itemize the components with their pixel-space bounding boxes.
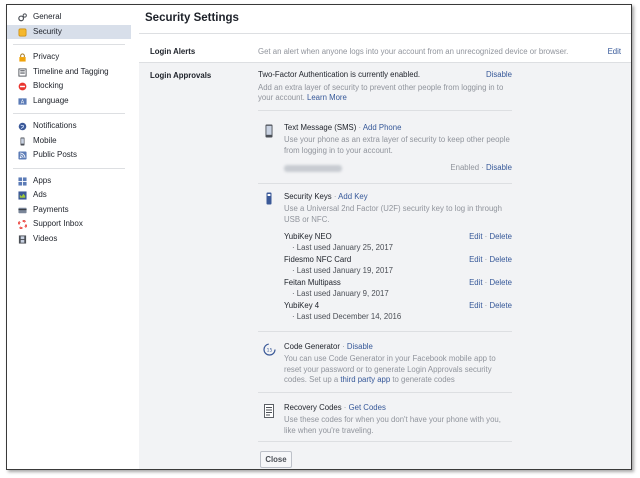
sidebar-item-label: Videos xyxy=(33,233,58,243)
third-party-app-link[interactable]: third party app xyxy=(340,375,391,384)
delete-key-link[interactable]: Delete xyxy=(489,255,512,264)
film-icon xyxy=(18,235,27,244)
sidebar-item-language[interactable] xyxy=(7,94,131,109)
login-alerts-description: Get an alert when anyone logs into your account from an unrecognized device or browser. xyxy=(258,47,569,56)
timeline-icon xyxy=(18,68,27,77)
edit-key-link[interactable]: Edit xyxy=(469,255,483,264)
separator-dot: · xyxy=(482,301,490,310)
gears-icon xyxy=(18,13,27,22)
phone-status: Enabled xyxy=(450,163,480,172)
language-icon xyxy=(18,97,27,106)
sidebar-item-label: Timeline and Tagging xyxy=(33,66,109,76)
code-generator-icon xyxy=(263,343,276,356)
sidebar-item-support-inbox[interactable] xyxy=(7,217,131,232)
separator-dot: · xyxy=(331,192,339,201)
get-codes-link[interactable]: Get Codes xyxy=(348,403,386,412)
sidebar-item-notifications[interactable] xyxy=(7,119,131,134)
close-button[interactable]: Close xyxy=(260,451,292,468)
sidebar-item-label: Ads xyxy=(33,190,47,199)
login-alerts-label: Login Alerts xyxy=(150,47,196,56)
code-generator-disable-link[interactable]: Disable xyxy=(346,342,373,351)
svg-text:15: 15 xyxy=(266,348,273,354)
sidebar-item-label: Public Posts xyxy=(33,150,78,159)
sidebar-item-label: Privacy xyxy=(33,52,60,61)
sidebar-divider xyxy=(13,44,125,45)
phone-disable-link[interactable]: Disable xyxy=(485,163,512,172)
lock-icon xyxy=(18,53,27,62)
blocking-icon xyxy=(18,82,27,91)
sms-section xyxy=(258,110,512,183)
code-generator-description-tail: to generate codes xyxy=(392,375,455,384)
sidebar-item-apps[interactable] xyxy=(7,174,131,189)
sidebar-item-label: Notifications xyxy=(33,121,77,130)
shield-icon xyxy=(18,28,27,37)
security-key-actions xyxy=(469,232,512,241)
code-generator-title-text: Code Generator xyxy=(284,342,340,351)
last-used-text: Last used January 25, 2017 xyxy=(296,243,393,252)
login-approvals-label: Login Approvals xyxy=(150,71,212,80)
edit-key-link[interactable]: Edit xyxy=(469,301,483,310)
security-key-name: YubiKey NEO xyxy=(284,232,332,241)
page-title: Security Settings xyxy=(145,12,239,24)
last-used-text: Last used January 9, 2017 xyxy=(296,289,389,298)
separator-dot: · xyxy=(341,403,349,412)
security-keys-description: Use a Universal 2nd Factor (U2F) security key to log in through USB or NFC. xyxy=(284,204,502,224)
sidebar-item-ads[interactable] xyxy=(7,188,131,203)
separator-dot: · xyxy=(482,278,490,287)
recovery-codes-description: Use these codes for when you don't have your phone with you, like when you're traveling. xyxy=(284,415,501,435)
security-key-name: Fidesmo NFC Card xyxy=(284,255,352,264)
sidebar-item-privacy[interactable] xyxy=(7,50,131,65)
recovery-codes-title-text: Recovery Codes xyxy=(284,403,342,412)
sidebar-item-label: Payments xyxy=(33,204,69,214)
sidebar-item-label: Blocking xyxy=(33,81,64,90)
sidebar-item-videos[interactable] xyxy=(7,232,131,247)
sidebar-item-label: Language xyxy=(33,95,69,105)
code-generator-description-text: You can use Code Generator in your Facebook mobile app to reset your password or to generate Login Approvals security codes. Set up a xyxy=(284,354,496,384)
sidebar-item-label: Support Inbox xyxy=(33,219,83,228)
sidebar-item-blocking[interactable] xyxy=(7,79,131,94)
security-key-last-used: · Last used January 9, 2017 xyxy=(292,289,389,298)
sidebar-item-mobile[interactable] xyxy=(7,134,131,149)
last-used-text: Last used January 19, 2017 xyxy=(296,266,393,275)
code-generator-section xyxy=(258,331,512,391)
payments-icon xyxy=(18,206,27,215)
globe-icon xyxy=(18,122,27,131)
separator-dot: · xyxy=(482,255,490,264)
sidebar-item-public-posts[interactable] xyxy=(7,148,131,163)
two-factor-description-text: Add an extra layer of security to prevent other people from logging in to your account. xyxy=(258,83,504,102)
security-key-actions xyxy=(469,255,512,264)
phone-actions xyxy=(450,163,512,172)
rss-icon xyxy=(18,151,27,160)
recovery-codes-section xyxy=(258,392,512,442)
mobile-icon xyxy=(18,137,27,146)
two-factor-status: Two-Factor Authentication is currently enabled. xyxy=(258,70,421,79)
sms-title xyxy=(284,123,401,132)
lifebuoy-icon xyxy=(18,220,27,229)
two-factor-description xyxy=(258,83,508,103)
separator-dot: · xyxy=(482,232,490,241)
sidebar-item-payments[interactable] xyxy=(7,203,131,218)
edit-key-link[interactable]: Edit xyxy=(469,278,483,287)
security-key-name: YubiKey 4 xyxy=(284,301,320,310)
two-factor-disable-link[interactable]: Disable xyxy=(486,70,513,79)
delete-key-link[interactable]: Delete xyxy=(489,278,512,287)
security-key-last-used: · Last used January 19, 2017 xyxy=(292,266,393,275)
code-generator-description xyxy=(284,354,512,386)
security-key-actions xyxy=(469,278,512,287)
add-key-link[interactable]: Add Key xyxy=(338,192,368,201)
usb-key-icon xyxy=(266,192,272,205)
recovery-codes-icon xyxy=(264,404,274,418)
phone-icon xyxy=(265,124,273,138)
sidebar-divider xyxy=(13,168,125,169)
security-key-name: Feitan Multipass xyxy=(284,278,341,287)
section-divider xyxy=(258,441,512,442)
sidebar-item-label: Apps xyxy=(33,175,52,185)
security-keys-section xyxy=(258,183,512,335)
login-approvals-panel xyxy=(139,63,632,470)
sms-description: Use your phone as an extra layer of security to keep other people from logging in to your account. xyxy=(284,135,510,155)
separator-dot: · xyxy=(479,163,486,172)
sms-title-text: Text Message (SMS) xyxy=(284,123,357,132)
settings-window xyxy=(6,4,632,470)
title-divider xyxy=(139,33,632,34)
sidebar-item-security[interactable] xyxy=(7,25,131,40)
sidebar-item-timeline[interactable] xyxy=(7,65,131,80)
recovery-codes-title xyxy=(284,403,386,412)
security-settings-panel xyxy=(139,5,632,469)
login-alerts-row[interactable] xyxy=(139,41,632,63)
security-key-actions xyxy=(469,301,512,310)
security-keys-title xyxy=(284,192,368,201)
learn-more-link[interactable]: Learn More xyxy=(306,93,347,102)
apps-icon xyxy=(18,177,27,186)
redacted-phone-number xyxy=(284,165,342,172)
separator-dot: · xyxy=(356,123,363,132)
ads-icon xyxy=(18,191,27,200)
sidebar-item-label: General xyxy=(33,12,62,21)
security-key-last-used: · Last used January 25, 2017 xyxy=(292,243,393,252)
edit-key-link[interactable]: Edit xyxy=(469,232,483,241)
add-phone-link[interactable]: Add Phone xyxy=(362,123,402,132)
sidebar-item-general[interactable] xyxy=(7,10,131,25)
svg-text:A: A xyxy=(20,98,25,105)
security-keys-title-text: Security Keys xyxy=(284,192,332,201)
delete-key-link[interactable]: Delete xyxy=(489,232,512,241)
settings-sidebar xyxy=(7,5,131,469)
code-generator-title xyxy=(284,342,373,351)
login-alerts-edit-link[interactable]: Edit xyxy=(607,47,621,56)
security-key-last-used: · Last used December 14, 2016 xyxy=(292,312,402,321)
last-used-text: Last used December 14, 2016 xyxy=(296,312,402,321)
sidebar-item-label: Mobile xyxy=(33,135,57,145)
delete-key-link[interactable]: Delete xyxy=(489,301,512,310)
sidebar-item-label: Security xyxy=(33,26,62,36)
sidebar-divider xyxy=(13,113,125,114)
separator-dot: · xyxy=(339,342,347,351)
